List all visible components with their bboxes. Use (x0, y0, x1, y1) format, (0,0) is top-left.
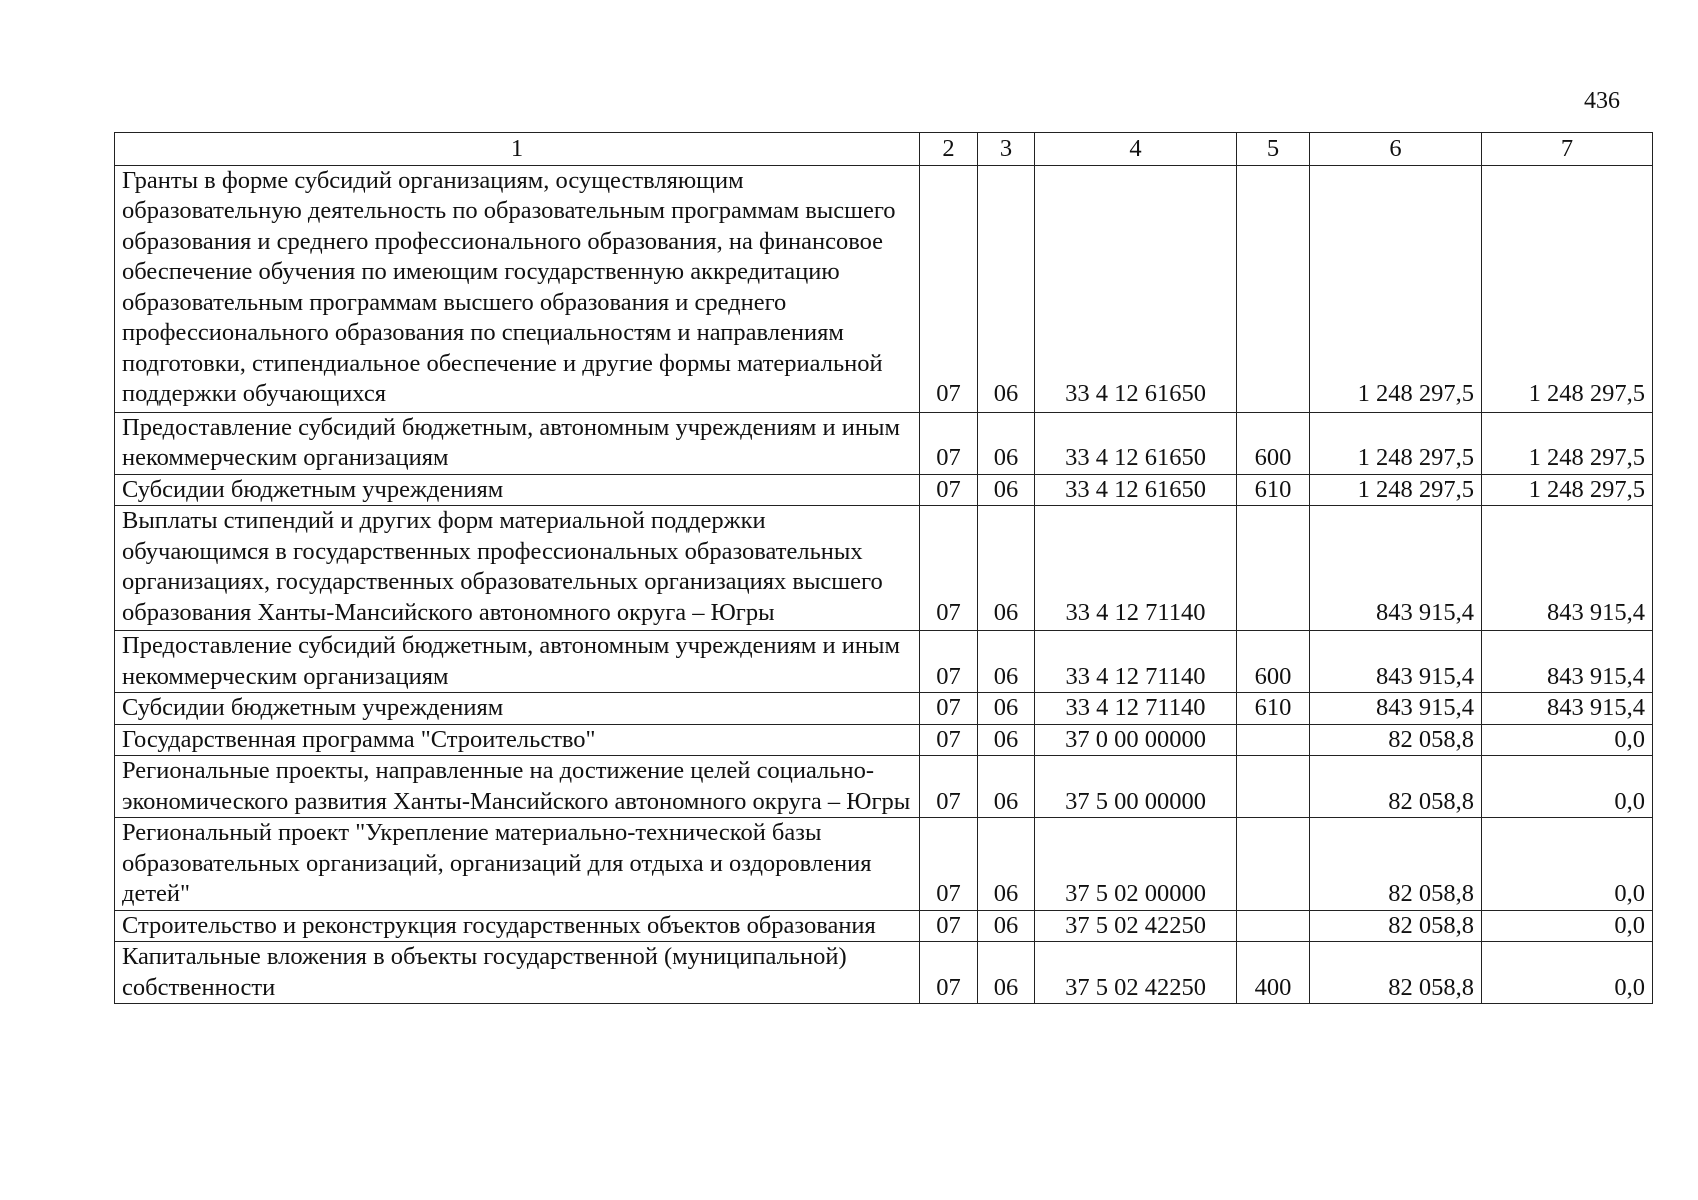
row-sum-col6: 82 058,8 (1310, 910, 1482, 942)
row-name: Капитальные вложения в объекты государственной (муниципальной) собственности (115, 942, 920, 1004)
table-row (115, 506, 1653, 631)
row-sum-col7: 0,0 (1482, 910, 1653, 942)
row-target-code: 33 4 12 71140 (1035, 693, 1237, 725)
table-row (115, 756, 1653, 818)
row-name: Субсидии бюджетным учреждениям (115, 693, 920, 725)
row-sum-col7: 0,0 (1482, 942, 1653, 1004)
row-sum-col6: 82 058,8 (1310, 756, 1482, 818)
header-col-7: 7 (1482, 133, 1653, 166)
row-sum-col6: 82 058,8 (1310, 818, 1482, 911)
row-section: 07 (920, 412, 978, 474)
row-sum-col6: 843 915,4 (1310, 631, 1482, 693)
row-name: Предоставление субсидий бюджетным, автономным учреждениям и иным некоммерческим организациям (115, 412, 920, 474)
row-subsection: 06 (978, 756, 1035, 818)
row-subsection: 06 (978, 631, 1035, 693)
row-sum-col6: 1 248 297,5 (1310, 474, 1482, 506)
row-target-code: 33 4 12 61650 (1035, 165, 1237, 412)
page-number: 436 (1584, 88, 1620, 114)
row-expense-type (1237, 910, 1310, 942)
header-col-6: 6 (1310, 133, 1482, 166)
row-section: 07 (920, 724, 978, 756)
header-col-2: 2 (920, 133, 978, 166)
row-expense-type (1237, 506, 1310, 631)
row-name: Строительство и реконструкция государственных объектов образования (115, 910, 920, 942)
row-expense-type (1237, 165, 1310, 412)
header-col-4: 4 (1035, 133, 1237, 166)
row-target-code: 37 5 02 00000 (1035, 818, 1237, 911)
row-sum-col7: 1 248 297,5 (1482, 412, 1653, 474)
row-subsection: 06 (978, 506, 1035, 631)
row-section: 07 (920, 818, 978, 911)
header-col-1: 1 (115, 133, 920, 166)
row-subsection: 06 (978, 165, 1035, 412)
row-target-code: 33 4 12 71140 (1035, 506, 1237, 631)
row-name: Региональный проект "Укрепление материально-технической базы образовательных организаций, организаций для отдыха и оздоровления детей" (115, 818, 920, 911)
table-row (115, 631, 1653, 693)
row-target-code: 33 4 12 61650 (1035, 412, 1237, 474)
row-expense-type (1237, 818, 1310, 911)
row-name: Предоставление субсидий бюджетным, автономным учреждениям и иным некоммерческим организациям (115, 631, 920, 693)
row-name: Субсидии бюджетным учреждениям (115, 474, 920, 506)
row-subsection: 06 (978, 412, 1035, 474)
row-name: Гранты в форме субсидий организациям, осуществляющим образовательную деятельность по образовательным программам высшего образования и среднего профессионального образования, на финансовое обеспечение обучения по имеющим государственную аккредитацию образовательным программам высшего образования и среднего профессионального образования по специальностям и направлениям подготовки, стипендиальное обеспечение и другие формы материальной поддержки обучающихся (115, 165, 920, 412)
row-section: 07 (920, 942, 978, 1004)
row-target-code: 37 5 02 42250 (1035, 942, 1237, 1004)
row-target-code: 37 0 00 00000 (1035, 724, 1237, 756)
row-sum-col6: 1 248 297,5 (1310, 165, 1482, 412)
row-subsection: 06 (978, 693, 1035, 725)
header-col-3: 3 (978, 133, 1035, 166)
row-subsection: 06 (978, 724, 1035, 756)
row-section: 07 (920, 165, 978, 412)
row-section: 07 (920, 631, 978, 693)
row-subsection: 06 (978, 910, 1035, 942)
row-expense-type: 600 (1237, 412, 1310, 474)
header-row (115, 133, 1653, 166)
row-section: 07 (920, 756, 978, 818)
table-row (115, 910, 1653, 942)
row-sum-col7: 843 915,4 (1482, 506, 1653, 631)
row-subsection: 06 (978, 942, 1035, 1004)
row-sum-col6: 843 915,4 (1310, 693, 1482, 725)
row-expense-type (1237, 756, 1310, 818)
row-target-code: 33 4 12 61650 (1035, 474, 1237, 506)
row-subsection: 06 (978, 474, 1035, 506)
row-sum-col6: 843 915,4 (1310, 506, 1482, 631)
header-col-5: 5 (1237, 133, 1310, 166)
table-row (115, 474, 1653, 506)
row-sum-col6: 1 248 297,5 (1310, 412, 1482, 474)
row-sum-col7: 0,0 (1482, 756, 1653, 818)
row-sum-col7: 843 915,4 (1482, 693, 1653, 725)
row-name: Выплаты стипендий и других форм материальной поддержки обучающимся в государственных профессиональных образовательных организациях, государственных образовательных организациях высшего образования Ханты-Мансийского автономного округа – Югры (115, 506, 920, 631)
table-row (115, 165, 1653, 412)
row-section: 07 (920, 506, 978, 631)
table-row (115, 412, 1653, 474)
table-row (115, 693, 1653, 725)
table-row (115, 724, 1653, 756)
row-expense-type: 610 (1237, 474, 1310, 506)
row-sum-col7: 0,0 (1482, 818, 1653, 911)
row-sum-col6: 82 058,8 (1310, 942, 1482, 1004)
row-expense-type: 600 (1237, 631, 1310, 693)
row-target-code: 37 5 00 00000 (1035, 756, 1237, 818)
row-name: Региональные проекты, направленные на достижение целей социально-экономического развития Ханты-Мансийского автономного округа – Югры (115, 756, 920, 818)
table-row (115, 942, 1653, 1004)
row-sum-col7: 1 248 297,5 (1482, 165, 1653, 412)
row-expense-type: 610 (1237, 693, 1310, 725)
row-subsection: 06 (978, 818, 1035, 911)
row-expense-type (1237, 724, 1310, 756)
row-sum-col6: 82 058,8 (1310, 724, 1482, 756)
row-sum-col7: 843 915,4 (1482, 631, 1653, 693)
row-expense-type: 400 (1237, 942, 1310, 1004)
row-section: 07 (920, 474, 978, 506)
row-section: 07 (920, 910, 978, 942)
row-sum-col7: 1 248 297,5 (1482, 474, 1653, 506)
row-target-code: 33 4 12 71140 (1035, 631, 1237, 693)
row-sum-col7: 0,0 (1482, 724, 1653, 756)
row-name: Государственная программа "Строительство" (115, 724, 920, 756)
table-row (115, 818, 1653, 911)
budget-table (114, 132, 1653, 1004)
row-target-code: 37 5 02 42250 (1035, 910, 1237, 942)
row-section: 07 (920, 693, 978, 725)
